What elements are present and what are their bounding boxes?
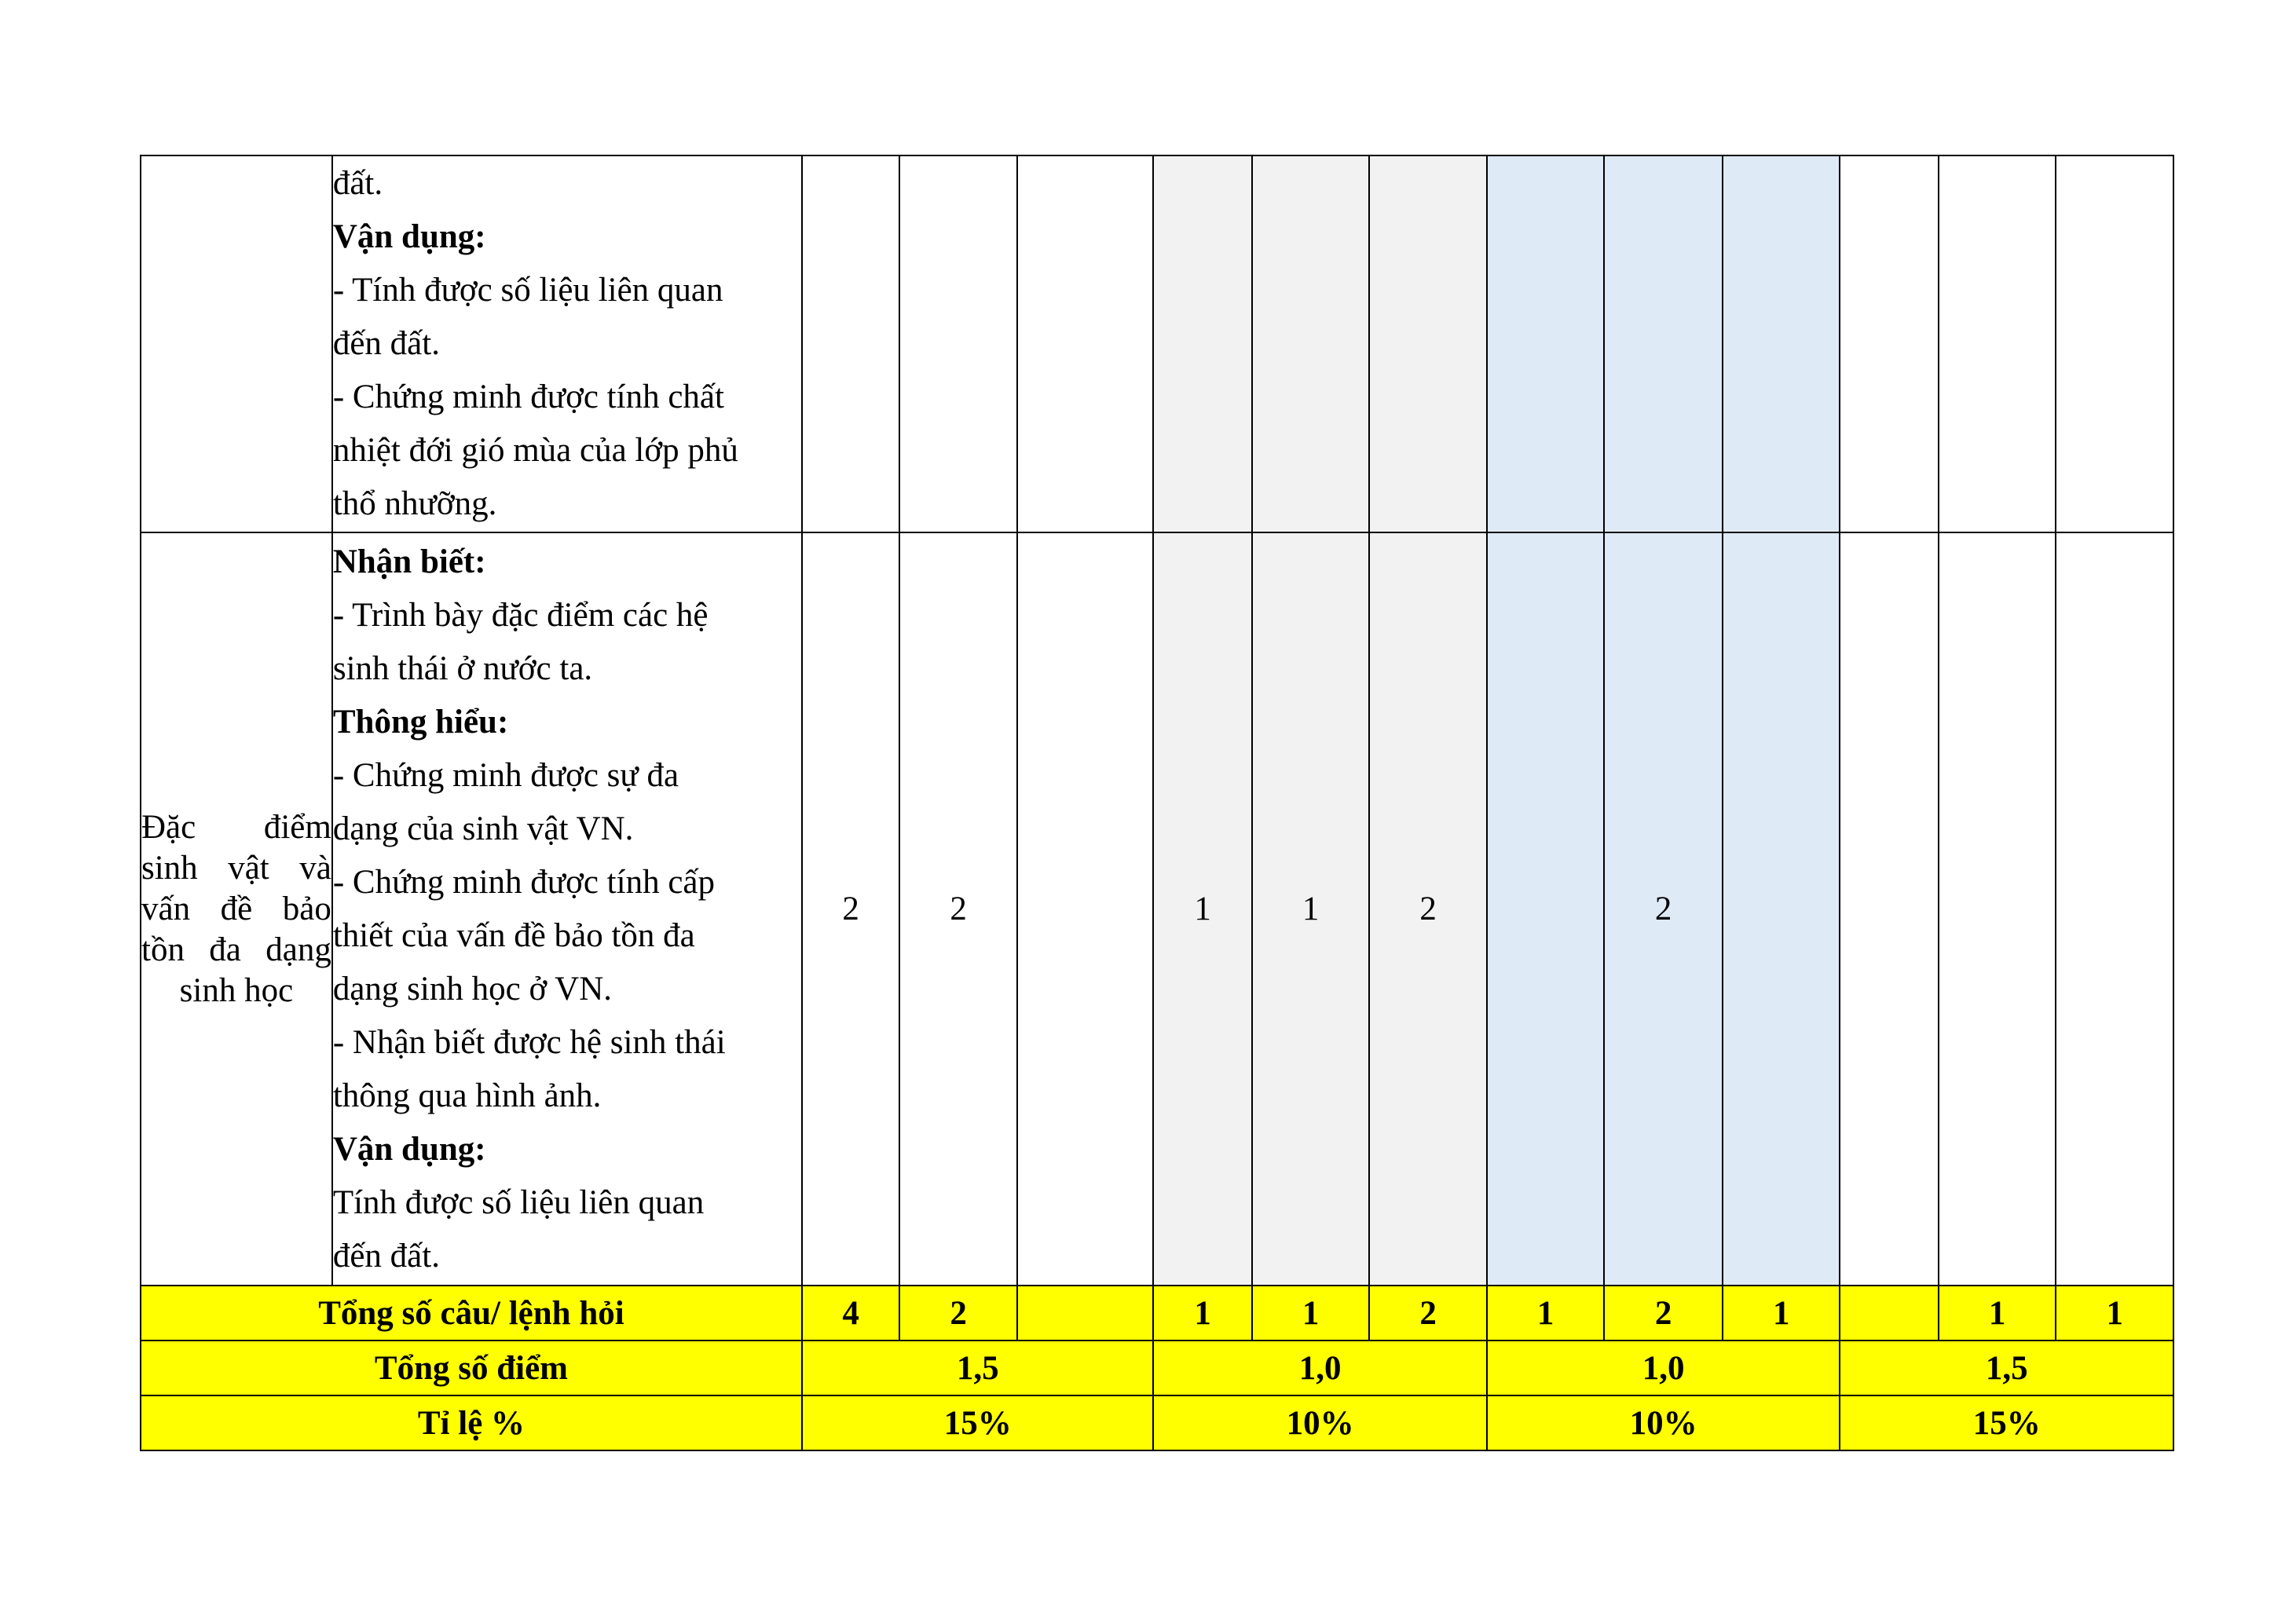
description-cell: [332, 532, 802, 1286]
topic-line: sinh học: [179, 971, 294, 1009]
count-cell: [1723, 532, 1840, 1286]
count-cell: 2: [802, 532, 899, 1286]
description-line: - Nhận biết được hệ sinh thái: [332, 1023, 726, 1061]
total-cell: 2: [1604, 1286, 1723, 1341]
count-cell: 2: [1604, 532, 1723, 1286]
total-cell: 2: [899, 1286, 1017, 1341]
description-line: đến đất.: [332, 1237, 440, 1275]
count-cell: 2: [899, 532, 1017, 1286]
count-cell: [1604, 155, 1723, 532]
description-cell: [332, 155, 802, 532]
description-line: Tính được số liệu liên quan: [332, 1183, 705, 1221]
description-line: dạng của sinh vật VN.: [332, 810, 634, 847]
description-line: sinh thái ở nước ta.: [332, 649, 593, 687]
count-cell: [2056, 532, 2173, 1286]
total-points-label: Tổng số điểm: [141, 1341, 802, 1395]
count-cell: [2056, 155, 2173, 532]
count-cell: [1252, 155, 1370, 532]
description-line: - Chứng minh được tính chất: [332, 379, 724, 415]
percent-cell: 10%: [1153, 1395, 1486, 1450]
matrix-table: [140, 155, 2174, 1451]
percent-label: Tỉ lệ %: [141, 1395, 802, 1450]
description-line: - Tính được số liệu liên quan: [332, 272, 723, 309]
total-cell: 1: [1252, 1286, 1370, 1341]
percent-cell: 15%: [1840, 1395, 2173, 1450]
description-line: thổ nhưỡng.: [332, 485, 497, 522]
description-line: nhiệt đới gió mùa của lớp phủ: [332, 432, 738, 469]
count-cell: [899, 155, 1017, 532]
topic-line: Đặc điểm: [141, 808, 331, 846]
percent-row: [141, 1395, 2173, 1450]
total-questions-row: [141, 1286, 2173, 1341]
points-cell: 1,0: [1487, 1341, 1840, 1395]
topic-line: sinh vật và: [141, 849, 331, 887]
description-line: đến đất.: [332, 325, 440, 362]
table-row: [141, 532, 2173, 1286]
topic-cell: [141, 155, 332, 532]
total-cell: 1: [1153, 1286, 1251, 1341]
level-heading: Nhận biết:: [332, 543, 486, 580]
points-cell: 1,0: [1153, 1341, 1486, 1395]
count-cell: 2: [1369, 532, 1487, 1286]
level-heading: Vận dụng:: [332, 218, 486, 255]
count-cell: 1: [1153, 532, 1251, 1286]
count-cell: [802, 155, 899, 532]
total-cell: 1: [1487, 1286, 1605, 1341]
count-cell: [1017, 532, 1154, 1286]
description-line: - Chứng minh được tính cấp: [332, 863, 715, 901]
total-cell: 4: [802, 1286, 899, 1341]
count-cell: [1153, 155, 1251, 532]
description-line: đất.: [332, 165, 383, 202]
count-cell: [1369, 155, 1487, 532]
description-line: dạng sinh học ở VN.: [332, 970, 613, 1008]
description-line: - Chứng minh được sự đa: [332, 756, 679, 794]
description-line: thông qua hình ảnh.: [332, 1077, 602, 1114]
points-cell: 1,5: [1840, 1341, 2173, 1395]
points-cell: 1,5: [802, 1341, 1154, 1395]
count-cell: [1487, 532, 1605, 1286]
description-line: - Trình bày đặc điểm các hệ: [332, 596, 709, 634]
count-cell: [1939, 532, 2056, 1286]
count-cell: [1487, 155, 1605, 532]
total-cell: 1: [1723, 1286, 1840, 1341]
topic-line: tồn đa dạng: [141, 931, 331, 968]
total-questions-label: Tổng số câu/ lệnh hỏi: [141, 1286, 802, 1341]
total-cell: 1: [1939, 1286, 2056, 1341]
total-points-row: [141, 1341, 2173, 1395]
count-cell: [1840, 532, 1938, 1286]
description-line: thiết của vấn đề bảo tồn đa: [332, 916, 695, 954]
total-cell: 2: [1369, 1286, 1487, 1341]
topic-cell: [141, 532, 332, 1286]
count-cell: 1: [1252, 532, 1370, 1286]
topic-line: vấn đề bảo: [141, 890, 331, 927]
count-cell: [1840, 155, 1938, 532]
count-cell: [1723, 155, 1840, 532]
percent-cell: 10%: [1487, 1395, 1840, 1450]
level-heading: Thông hiểu:: [332, 703, 509, 741]
count-cell: [1017, 155, 1154, 532]
total-cell: [1840, 1286, 1938, 1341]
count-cell: [1939, 155, 2056, 532]
percent-cell: 15%: [802, 1395, 1154, 1450]
level-heading: Vận dụng:: [332, 1130, 486, 1168]
total-cell: 1: [2056, 1286, 2173, 1341]
table-row: [141, 155, 2173, 532]
total-cell: [1017, 1286, 1154, 1341]
